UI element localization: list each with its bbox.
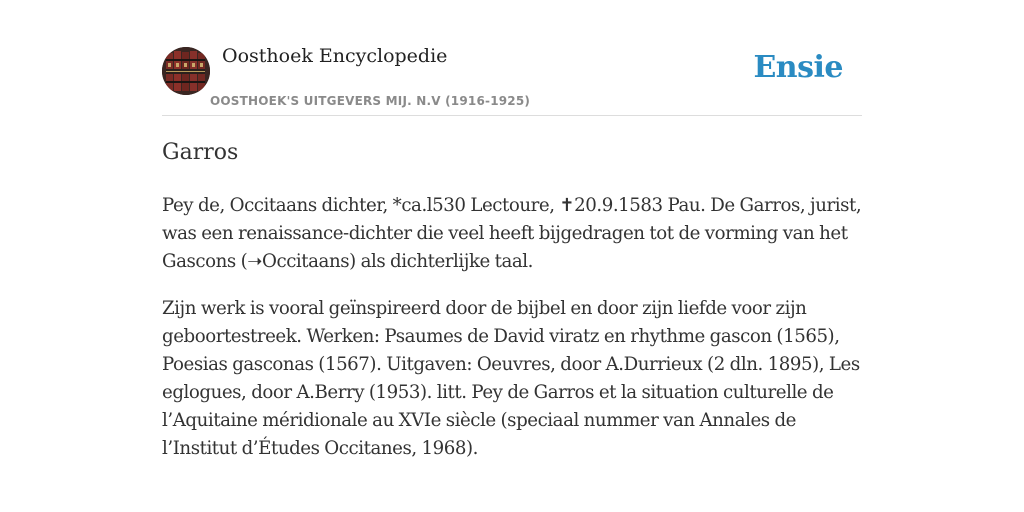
source-header [162, 0, 862, 116]
source-avatar[interactable] [162, 47, 210, 95]
article-paragraph: Zijn werk is vooral geïnspireerd door de bijbel en door zijn liefde voor zijn geboortestreek. Werken: Psaumes de David viratz en rhythme gascon (1565), Poesias gasconas (1567). Uitgaven: Oeuvres, door A.Durrieux (2 dln. 1895), Les eglogues, door A.Berry (1953). litt. Pey de Garros et la situation culturelle de l’Aquitaine méridionale au XVIe siècle (speciaal nummer van Annales de l’Institut d’Études Occitanes, 1968). [162, 298, 860, 459]
article-title: Garros [162, 140, 239, 165]
book-spines-icon [162, 47, 210, 95]
article-paragraph: Pey de, Occitaans dichter, *ca.l530 Lectoure, ✝20.9.1583 Pau. De Garros, jurist, was een renaissance-dichter die veel heeft bijgedragen tot de vorming van het Gascons (➝Occitaans) als dichterlijke taal. [162, 195, 862, 272]
source-title[interactable]: Oosthoek Encyclopedie [222, 45, 448, 67]
source-subtitle: OOSTHOEK'S UITGEVERS MIJ. N.V (1916-1925) [210, 94, 531, 108]
article-card [162, 0, 862, 512]
ensie-logo[interactable]: Ensie [753, 50, 843, 85]
